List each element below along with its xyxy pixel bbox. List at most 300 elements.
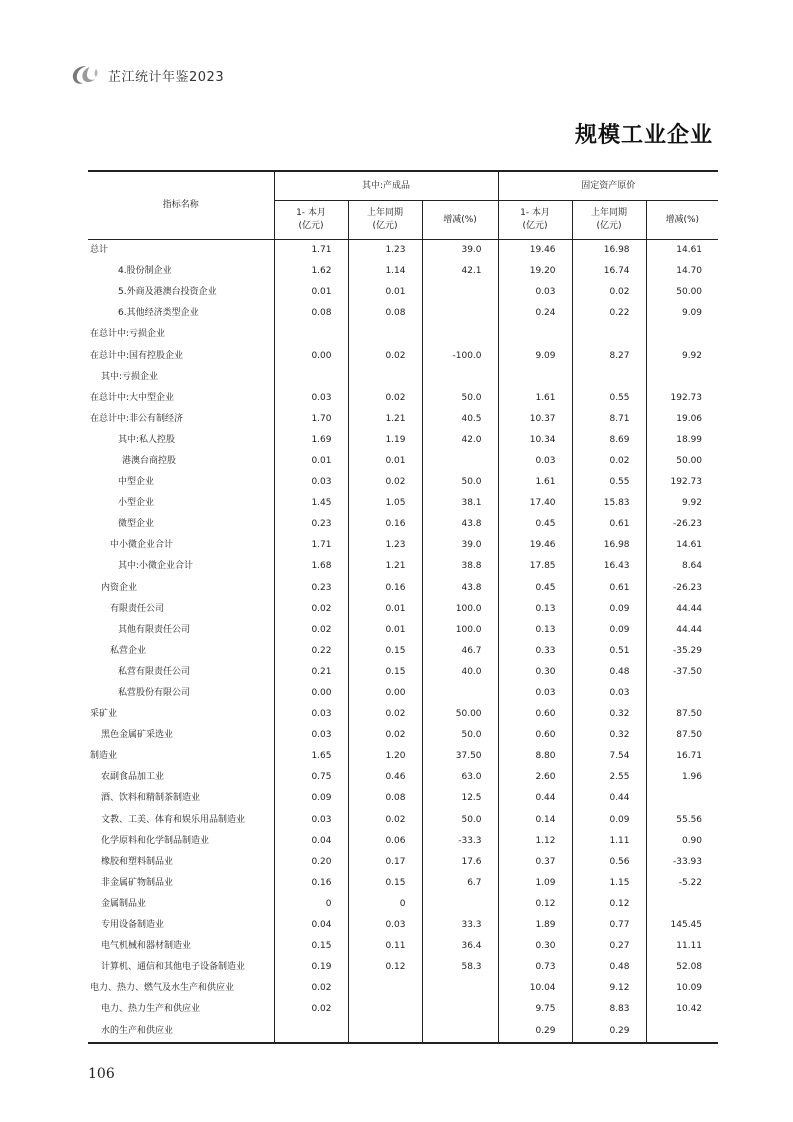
table-cell: 8.80 xyxy=(498,746,572,767)
table-cell: -35.29 xyxy=(646,641,718,662)
table-cell: 0.02 xyxy=(348,345,422,366)
table-cell: -100.0 xyxy=(422,345,498,366)
table-cell: -26.23 xyxy=(646,514,718,535)
table-row xyxy=(88,957,718,978)
table-cell: 9.09 xyxy=(646,303,718,324)
table-cell: 0.61 xyxy=(572,514,646,535)
table-cell: 1.69 xyxy=(274,430,348,451)
table-row xyxy=(88,282,718,303)
row-label: 在总计中:亏损企业 xyxy=(90,329,166,340)
table-cell: 0.01 xyxy=(348,282,422,303)
table-cell: 0.02 xyxy=(274,620,348,641)
table-cell: 2.55 xyxy=(572,767,646,788)
table-cell: 0.06 xyxy=(348,831,422,852)
table-cell xyxy=(646,324,718,345)
table-body xyxy=(88,240,718,1043)
table-cell: 0.02 xyxy=(572,282,646,303)
table-cell: 0.77 xyxy=(572,915,646,936)
table-cell: 44.44 xyxy=(646,620,718,641)
table-row xyxy=(88,767,718,788)
table-cell: 0.03 xyxy=(274,704,348,725)
table-cell: 1.70 xyxy=(274,409,348,430)
table-cell: 8.27 xyxy=(572,345,646,366)
row-label: 非金属矿物制品业 xyxy=(101,877,174,888)
table-cell: 58.3 xyxy=(422,957,498,978)
table-cell: 40.0 xyxy=(422,662,498,683)
table-row xyxy=(88,367,718,388)
table-cell: 0.24 xyxy=(498,303,572,324)
table-cell xyxy=(348,978,422,999)
table-cell: 0.75 xyxy=(274,767,348,788)
swirl-logo-icon xyxy=(70,63,100,87)
row-label: 专用设备制造业 xyxy=(101,920,165,931)
table-cell: 37.50 xyxy=(422,746,498,767)
table-row xyxy=(88,831,718,852)
row-label: 港澳台商控股 xyxy=(122,455,177,466)
table-cell: 0.32 xyxy=(572,704,646,725)
table-cell: 0.37 xyxy=(498,852,572,873)
table-cell: 1.61 xyxy=(498,472,572,493)
table-cell xyxy=(422,451,498,472)
table-cell: 0.46 xyxy=(348,767,422,788)
row-label: 电力、热力生产和供应业 xyxy=(101,1004,201,1015)
table-cell: 145.45 xyxy=(646,915,718,936)
table-cell: 1.21 xyxy=(348,556,422,577)
table-cell: 39.0 xyxy=(422,535,498,556)
book-title: 芷江统计年鉴2023 xyxy=(108,69,225,85)
table-cell: 0.08 xyxy=(274,303,348,324)
table-cell: 9.92 xyxy=(646,493,718,514)
table-cell: 0.04 xyxy=(274,831,348,852)
table-row xyxy=(88,725,718,746)
table-row xyxy=(88,345,718,366)
row-label: 在总计中:国有控股企业 xyxy=(90,350,184,361)
table-cell: 0 xyxy=(348,894,422,915)
table-cell: 0.00 xyxy=(274,345,348,366)
row-label: 6.其他经济类型企业 xyxy=(118,308,199,319)
table-cell: 10.04 xyxy=(498,978,572,999)
table-row xyxy=(88,746,718,767)
table-cell: 87.50 xyxy=(646,725,718,746)
table-cell xyxy=(646,788,718,809)
table-cell: 0.23 xyxy=(274,578,348,599)
table-row xyxy=(88,535,718,556)
table-cell: 0.21 xyxy=(274,662,348,683)
table-row xyxy=(88,514,718,535)
header-fixed-assets: 固定资产原价 xyxy=(498,171,718,201)
table-cell xyxy=(498,324,572,345)
table-cell: 50.00 xyxy=(646,451,718,472)
row-label: 其中:亏损企业 xyxy=(101,371,159,382)
table-cell: 10.42 xyxy=(646,999,718,1020)
header-indicator-name: 指标名称 xyxy=(88,171,274,240)
table-cell: 17.85 xyxy=(498,556,572,577)
table-cell: 0.00 xyxy=(274,683,348,704)
row-label: 黑色金属矿采选业 xyxy=(101,730,174,741)
table-cell xyxy=(422,303,498,324)
table-cell: 44.44 xyxy=(646,599,718,620)
table-cell xyxy=(348,999,422,1020)
table-row xyxy=(88,451,718,472)
table-cell: 1.89 xyxy=(498,915,572,936)
table-cell: 0.30 xyxy=(498,936,572,957)
table-cell xyxy=(274,367,348,388)
table-cell: 0.09 xyxy=(572,810,646,831)
table-cell: 10.34 xyxy=(498,430,572,451)
row-label: 5.外商及港澳台投资企业 xyxy=(118,287,217,298)
row-label: 在总计中:大中型企业 xyxy=(90,392,175,403)
table-row xyxy=(88,303,718,324)
table-cell: 50.0 xyxy=(422,472,498,493)
table-cell: 0.23 xyxy=(274,514,348,535)
table-cell xyxy=(422,978,498,999)
table-cell: 0.02 xyxy=(348,388,422,409)
table-cell: 8.83 xyxy=(572,999,646,1020)
table-cell: 19.46 xyxy=(498,535,572,556)
table-cell: 192.73 xyxy=(646,388,718,409)
table-row xyxy=(88,409,718,430)
table-cell: 14.70 xyxy=(646,261,718,282)
table-cell: -5.22 xyxy=(646,873,718,894)
page-number: 106 xyxy=(88,1066,115,1082)
table-cell: 42.0 xyxy=(422,430,498,451)
table-row xyxy=(88,683,718,704)
table-cell: 8.69 xyxy=(572,430,646,451)
table-row xyxy=(88,788,718,809)
table-cell: 0.29 xyxy=(498,1020,572,1042)
page-header xyxy=(70,62,224,88)
table-row xyxy=(88,261,718,282)
table-cell: 14.61 xyxy=(646,535,718,556)
table-cell: 0.01 xyxy=(274,451,348,472)
table-cell: 0.48 xyxy=(572,957,646,978)
table-cell: 0.61 xyxy=(572,578,646,599)
table-cell: 0.04 xyxy=(274,915,348,936)
table-cell: 50.00 xyxy=(646,282,718,303)
table-row xyxy=(88,936,718,957)
table-cell: 1.05 xyxy=(348,493,422,514)
header-current-period: 1- 本月 (亿元) xyxy=(498,201,572,240)
table-cell: 1.09 xyxy=(498,873,572,894)
table-cell: 0.60 xyxy=(498,725,572,746)
table-cell: 1.14 xyxy=(348,261,422,282)
table-cell: 0.15 xyxy=(274,936,348,957)
table-row xyxy=(88,556,718,577)
table-cell: 0.03 xyxy=(274,725,348,746)
table-cell: 0.27 xyxy=(572,936,646,957)
row-label: 电气机械和器材制造业 xyxy=(101,941,192,952)
row-label: 化学原料和化学制品制造业 xyxy=(101,835,210,846)
table-cell: 17.40 xyxy=(498,493,572,514)
table-cell: 0.02 xyxy=(274,599,348,620)
table-row xyxy=(88,324,718,345)
row-label: 私营股份有限公司 xyxy=(118,688,191,699)
table-row xyxy=(88,852,718,873)
table-cell: 50.0 xyxy=(422,388,498,409)
table-cell: 38.1 xyxy=(422,493,498,514)
row-label: 微型企业 xyxy=(118,519,155,530)
table-row xyxy=(88,641,718,662)
table-cell: 0.15 xyxy=(348,662,422,683)
table-cell: 8.71 xyxy=(572,409,646,430)
table-row xyxy=(88,430,718,451)
table-row xyxy=(88,620,718,641)
table-cell xyxy=(422,894,498,915)
table-cell: 43.8 xyxy=(422,514,498,535)
row-label: 橡胶和塑料制品业 xyxy=(101,856,174,867)
table-cell xyxy=(646,683,718,704)
row-label: 在总计中:非公有制经济 xyxy=(90,413,184,424)
row-label: 金属制品业 xyxy=(101,898,147,909)
table-cell: 17.6 xyxy=(422,852,498,873)
row-label: 有限责任公司 xyxy=(110,603,165,614)
table-cell xyxy=(422,367,498,388)
table-cell: 0.11 xyxy=(348,936,422,957)
table-cell xyxy=(274,324,348,345)
table-cell: 0.55 xyxy=(572,388,646,409)
table-cell: 0.01 xyxy=(348,599,422,620)
row-label: 酒、饮料和精制茶制造业 xyxy=(101,793,201,804)
row-label: 中型企业 xyxy=(118,477,155,488)
table-cell: 0.20 xyxy=(274,852,348,873)
header-change-percent: 增减(%) xyxy=(646,201,718,240)
table-cell: 33.3 xyxy=(422,915,498,936)
table-row xyxy=(88,599,718,620)
table-cell: 0.02 xyxy=(348,810,422,831)
header-change-percent: 增减(%) xyxy=(422,201,498,240)
table-cell: 9.92 xyxy=(646,345,718,366)
table-cell: 1.68 xyxy=(274,556,348,577)
row-label: 内资企业 xyxy=(101,582,138,593)
table-cell: 14.61 xyxy=(646,240,718,262)
table-cell: 19.46 xyxy=(498,240,572,262)
table-cell: 1.71 xyxy=(274,535,348,556)
table-cell: 0.19 xyxy=(274,957,348,978)
table-cell: 52.08 xyxy=(646,957,718,978)
table-row xyxy=(88,240,718,262)
table-cell: 55.56 xyxy=(646,810,718,831)
table-cell: 1.45 xyxy=(274,493,348,514)
table-cell: -33.93 xyxy=(646,852,718,873)
table-cell: 87.50 xyxy=(646,704,718,725)
table-row xyxy=(88,578,718,599)
table-cell: 1.21 xyxy=(348,409,422,430)
table-cell: 7.54 xyxy=(572,746,646,767)
table-cell xyxy=(646,367,718,388)
table-cell: 0.16 xyxy=(348,578,422,599)
row-label: 文教、工美、体育和娱乐用品制造业 xyxy=(101,814,246,825)
table-cell: 0.09 xyxy=(572,620,646,641)
table-cell: 192.73 xyxy=(646,472,718,493)
table-cell xyxy=(572,367,646,388)
table-row xyxy=(88,999,718,1020)
table-cell: 0.02 xyxy=(348,472,422,493)
table-cell xyxy=(422,683,498,704)
table-cell: 0.16 xyxy=(274,873,348,894)
table-cell: 0.30 xyxy=(498,662,572,683)
header-previous-period: 上年同期 (亿元) xyxy=(348,201,422,240)
table-cell: 19.06 xyxy=(646,409,718,430)
table-cell: 0.56 xyxy=(572,852,646,873)
row-label: 小型企业 xyxy=(118,498,155,509)
table-cell xyxy=(572,324,646,345)
table-cell: 0.03 xyxy=(498,282,572,303)
row-label: 计算机、通信和其他电子设备制造业 xyxy=(101,962,246,973)
table-cell: 1.23 xyxy=(348,535,422,556)
table-cell: 0.15 xyxy=(348,873,422,894)
row-label: 私营企业 xyxy=(110,645,147,656)
header-finished-products: 其中:产成品 xyxy=(274,171,498,201)
table-cell xyxy=(422,324,498,345)
table-cell: -37.50 xyxy=(646,662,718,683)
table-cell: 0.32 xyxy=(572,725,646,746)
table-cell: 0.03 xyxy=(274,388,348,409)
row-label: 其中:私人控股 xyxy=(118,434,176,445)
table-cell: 6.7 xyxy=(422,873,498,894)
table-cell: 0.03 xyxy=(572,683,646,704)
table-cell xyxy=(348,1020,422,1042)
table-cell: 50.0 xyxy=(422,810,498,831)
table-cell: 12.5 xyxy=(422,788,498,809)
row-label: 电力、热力、燃气及水生产和供应业 xyxy=(90,983,235,994)
table-cell: 19.20 xyxy=(498,261,572,282)
table-row xyxy=(88,873,718,894)
table-cell: 42.1 xyxy=(422,261,498,282)
table-cell: 38.8 xyxy=(422,556,498,577)
table-cell: 0.12 xyxy=(572,894,646,915)
row-label: 制造业 xyxy=(90,751,118,762)
table-cell: 10.37 xyxy=(498,409,572,430)
table-cell xyxy=(498,367,572,388)
table-cell xyxy=(646,1020,718,1042)
table-cell: 8.64 xyxy=(646,556,718,577)
table-cell: 0.01 xyxy=(348,451,422,472)
table-cell: 0.45 xyxy=(498,514,572,535)
table-row xyxy=(88,472,718,493)
table-cell: 43.8 xyxy=(422,578,498,599)
section-title: 规模工业企业 xyxy=(574,122,713,148)
table-cell: 16.71 xyxy=(646,746,718,767)
table-cell: 1.20 xyxy=(348,746,422,767)
table-cell: 16.74 xyxy=(572,261,646,282)
table-cell: 0.03 xyxy=(498,451,572,472)
table-cell: 0.73 xyxy=(498,957,572,978)
table-cell: 16.98 xyxy=(572,535,646,556)
table-cell xyxy=(348,324,422,345)
table-cell xyxy=(646,894,718,915)
table-cell: 0.12 xyxy=(498,894,572,915)
table-cell: 0.00 xyxy=(348,683,422,704)
table-cell: 16.98 xyxy=(572,240,646,262)
table-cell: 0.13 xyxy=(498,599,572,620)
table-cell: 0.12 xyxy=(348,957,422,978)
table-cell: 0.60 xyxy=(498,704,572,725)
table-cell: 9.75 xyxy=(498,999,572,1020)
table-cell: 0.02 xyxy=(348,725,422,746)
table-row xyxy=(88,388,718,409)
header-previous-period: 上年同期 (亿元) xyxy=(572,201,646,240)
table-cell: 1.11 xyxy=(572,831,646,852)
table-cell: 1.12 xyxy=(498,831,572,852)
table-row xyxy=(88,810,718,831)
table-cell xyxy=(348,367,422,388)
statistics-table xyxy=(88,170,718,1044)
table-cell: 0.01 xyxy=(274,282,348,303)
row-label: 4.股份制企业 xyxy=(118,266,172,277)
table-cell: 0.51 xyxy=(572,641,646,662)
table-cell: 1.61 xyxy=(498,388,572,409)
table-cell: 15.83 xyxy=(572,493,646,514)
table-cell: 0.02 xyxy=(572,451,646,472)
table-cell: 0.22 xyxy=(274,641,348,662)
table-cell: 0.02 xyxy=(348,704,422,725)
table-cell: 0.44 xyxy=(572,788,646,809)
table-cell: 0 xyxy=(274,894,348,915)
table-cell: 0.48 xyxy=(572,662,646,683)
table-cell: 1.65 xyxy=(274,746,348,767)
table-cell: 100.0 xyxy=(422,599,498,620)
table-cell: 10.09 xyxy=(646,978,718,999)
row-label: 其中:小微企业合计 xyxy=(118,561,194,572)
table-cell: 2.60 xyxy=(498,767,572,788)
table-row xyxy=(88,704,718,725)
table-cell xyxy=(274,1020,348,1042)
table-cell: -33.3 xyxy=(422,831,498,852)
row-label: 水的生产和供应业 xyxy=(88,1020,274,1042)
table-cell: 0.03 xyxy=(348,915,422,936)
header-current-period: 1- 本月 (亿元) xyxy=(274,201,348,240)
table-cell: 50.00 xyxy=(422,704,498,725)
table-cell xyxy=(422,282,498,303)
table-cell: 100.0 xyxy=(422,620,498,641)
row-label: 中小微企业合计 xyxy=(110,540,174,551)
table-row xyxy=(88,915,718,936)
table-cell: 18.99 xyxy=(646,430,718,451)
table-cell: 0.90 xyxy=(646,831,718,852)
table-cell: 0.14 xyxy=(498,810,572,831)
table-cell xyxy=(422,999,498,1020)
table-cell: 0.02 xyxy=(274,978,348,999)
table-cell: 0.08 xyxy=(348,303,422,324)
table-cell: 9.09 xyxy=(498,345,572,366)
table-cell: 0.09 xyxy=(572,599,646,620)
table-cell: 0.03 xyxy=(274,810,348,831)
table-cell: 0.13 xyxy=(498,620,572,641)
table-row xyxy=(88,894,718,915)
table-cell: 0.29 xyxy=(572,1020,646,1042)
table-cell: 63.0 xyxy=(422,767,498,788)
table-cell: 0.33 xyxy=(498,641,572,662)
table-cell: -26.23 xyxy=(646,578,718,599)
table-cell: 0.45 xyxy=(498,578,572,599)
table-cell: 1.19 xyxy=(348,430,422,451)
table-cell: 0.55 xyxy=(572,472,646,493)
table-cell: 36.4 xyxy=(422,936,498,957)
table-cell: 0.01 xyxy=(348,620,422,641)
table-cell: 1.15 xyxy=(572,873,646,894)
table-cell: 0.09 xyxy=(274,788,348,809)
table-cell: 0.03 xyxy=(274,472,348,493)
table-row xyxy=(88,1020,718,1042)
table-cell: 40.5 xyxy=(422,409,498,430)
table-cell: 0.44 xyxy=(498,788,572,809)
table-cell: 0.17 xyxy=(348,852,422,873)
row-label: 其他有限责任公司 xyxy=(118,624,191,635)
table-cell: 16.43 xyxy=(572,556,646,577)
table-row xyxy=(88,662,718,683)
table-cell: 0.03 xyxy=(498,683,572,704)
table-cell: 0.08 xyxy=(348,788,422,809)
